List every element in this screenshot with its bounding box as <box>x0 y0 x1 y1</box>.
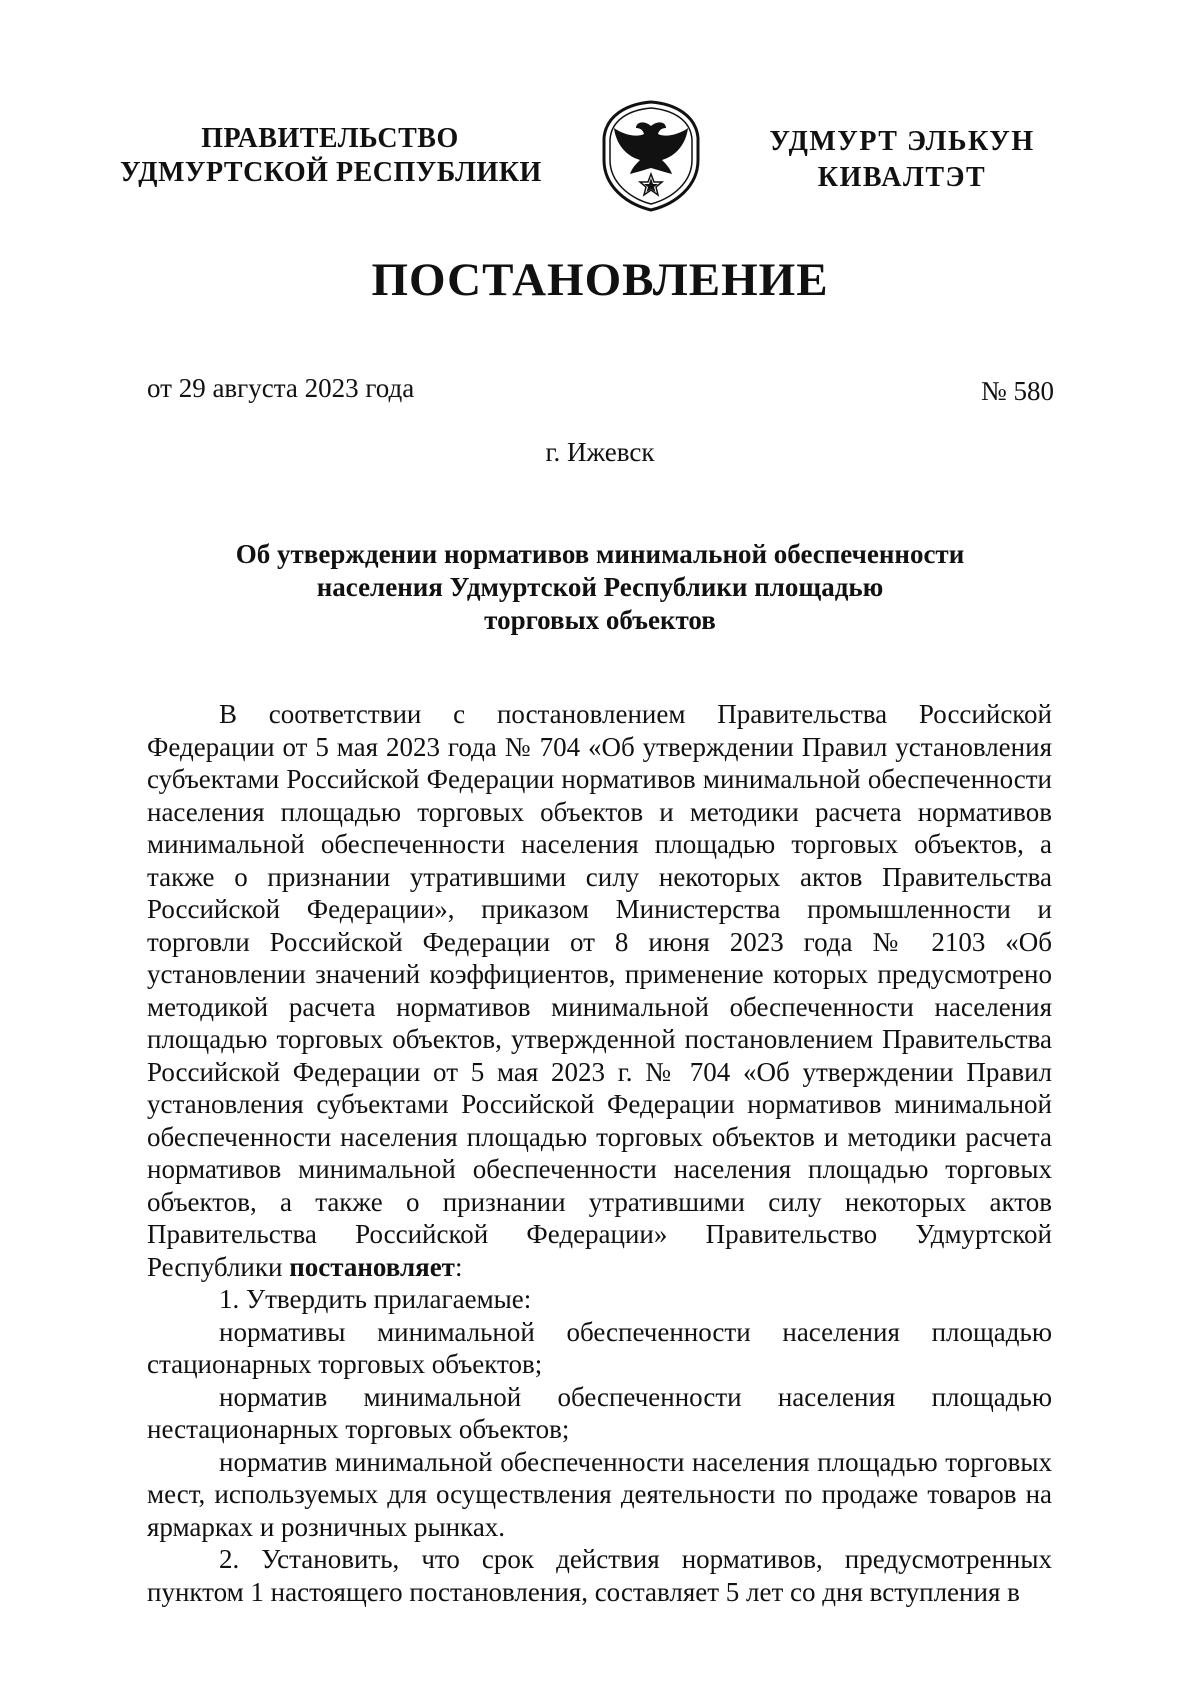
document-city: г. Ижевск <box>545 437 655 467</box>
document-title: ПОСТАНОВЛЕНИЕ <box>371 254 829 306</box>
org-name-line: КИВАЛТЭТ <box>817 162 987 193</box>
org-name-udmurt <box>752 124 1052 196</box>
document-body <box>147 698 1052 1608</box>
item-paragraph: норматив минимальной обеспеченности населения площадью торговых мест, используемых для осуществления деятельности по продаже товаров на ярмарках и розничных рынках. <box>147 1446 1052 1542</box>
preamble-paragraph <box>147 698 1052 1283</box>
item-paragraph: 2. Установить, что срок действия нормативов, предусмотренных пунктом 1 настоящего постановления, составляет 5 лет со дня вступления в <box>147 1544 1052 1607</box>
item-paragraph: 1. Утвердить прилагаемые: <box>219 1284 532 1314</box>
item-paragraph: норматив минимальной обеспеченности населения площадью нестационарных торговых объектов; <box>147 1381 1052 1444</box>
org-name-russian <box>120 122 540 190</box>
preamble-keyword: постановляет <box>289 1251 455 1282</box>
subject-line: населения Удмуртской Республики площадью <box>316 572 884 602</box>
document-subject <box>150 538 1050 637</box>
org-name-line: УДМУРТ ЭЛЬКУН <box>769 126 1035 157</box>
org-name-line: УДМУРТСКОЙ РЕСПУБЛИКИ <box>120 157 542 188</box>
subject-line: торговых объектов <box>484 605 716 635</box>
item-paragraph: нормативы минимальной обеспеченности населения площадью стационарных торговых объектов; <box>147 1316 1052 1379</box>
coat-of-arms-icon <box>596 98 706 214</box>
preamble-end: : <box>454 1251 463 1282</box>
document-date: от 29 августа 2023 года <box>147 373 415 403</box>
document-number: № 580 <box>980 376 1054 406</box>
org-name-line: ПРАВИТЕЛЬСТВО <box>201 123 459 154</box>
preamble-text: В соответствии с постановлением Правительства Российской Федерации от 5 мая 2023 года № 704 «Об утверждении Правил установления субъектами Российской Федерации нормативов минимальной обеспеченности населения площадью торговых объектов и методики расчета нормативов минимальной обеспеченности населения площадью торговых объектов, а также о признании утратившими силу некоторых актов Правительства Российской Федерации», приказом Министерства промышленности и торговли Российской Федерации от 8 июня 2023 года № 2103 «Об установлении значений коэффициентов, применение которых предусмотрено методикой расчета нормативов минимальной обеспеченности населения площадью торговых объектов, утвержденной постановлением Правительства Российской Федерации от 5 мая 2023 г. № 704 «Об утверждении Правил установления субъектами Российской Федерации нормативов минимальной обеспеченности населения площадью торговых объектов и методики расчета нормативов минимальной обеспеченности населения площадью торговых объектов, а также о признании утратившими силу некоторых актов Правительства Российской Федерации» Правительство Удмуртской Республики <box>147 699 1052 1282</box>
subject-line: Об утверждении нормативов минимальной обеспеченности <box>235 539 965 569</box>
